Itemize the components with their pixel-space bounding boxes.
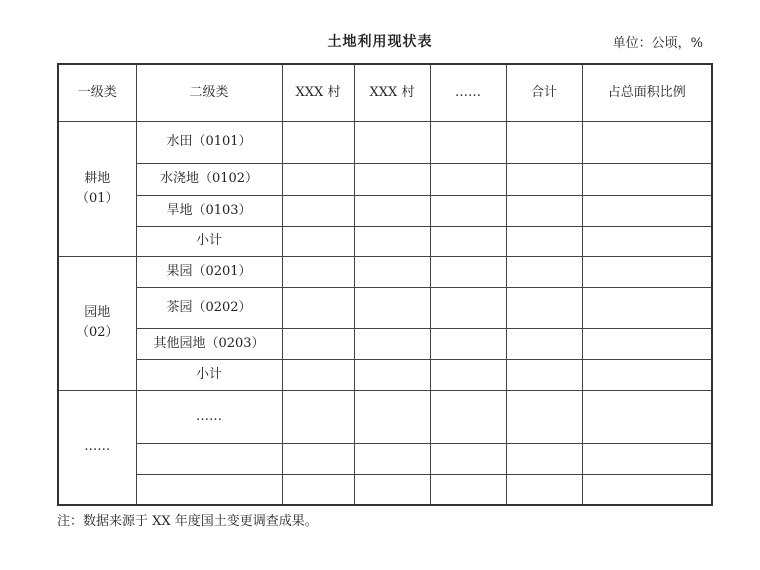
header-level1: 一级类 — [58, 64, 136, 121]
header-total: 合计 — [506, 64, 582, 121]
table-title: 土地利用现状表 — [327, 34, 433, 50]
table-row — [58, 195, 712, 226]
table-row — [58, 443, 712, 474]
subclass-cell — [136, 474, 282, 505]
header-level2: 二级类 — [136, 64, 282, 121]
table-row — [58, 287, 712, 328]
group-garden: 园地 （02） — [58, 256, 136, 390]
header-village-2: XXX 村 — [354, 64, 430, 121]
subtotal-cell: 小计 — [136, 226, 282, 256]
subclass-cell: …… — [136, 390, 282, 443]
subclass-cell: 水浇地（0102） — [136, 163, 282, 195]
header-ellipsis: …… — [430, 64, 506, 121]
table-row — [58, 390, 712, 443]
table-row — [58, 328, 712, 359]
unit-label: 单位：公顷，% — [612, 36, 703, 51]
subclass-cell: 茶园（0202） — [136, 287, 282, 328]
footnote: 注：数据来源于 XX 年度国土变更调查成果。 — [57, 514, 318, 529]
subclass-cell: 果园（0201） — [136, 256, 282, 287]
subclass-cell: 其他园地（0203） — [136, 328, 282, 359]
subclass-cell: 水田（0101） — [136, 121, 282, 163]
table-row — [58, 226, 712, 256]
table-row — [58, 163, 712, 195]
table-row — [58, 474, 712, 505]
group-cultivated: 耕地 （01） — [58, 121, 136, 256]
group-ellipsis: …… — [58, 390, 136, 505]
subclass-cell — [136, 443, 282, 474]
land-use-table — [57, 63, 713, 506]
table-row — [58, 121, 712, 163]
subclass-cell: 旱地（0103） — [136, 195, 282, 226]
header-row — [58, 64, 712, 121]
table-row — [58, 256, 712, 287]
table-row — [58, 359, 712, 390]
subtotal-cell: 小计 — [136, 359, 282, 390]
header-ratio: 占总面积比例 — [582, 64, 712, 121]
header-village-1: XXX 村 — [282, 64, 354, 121]
